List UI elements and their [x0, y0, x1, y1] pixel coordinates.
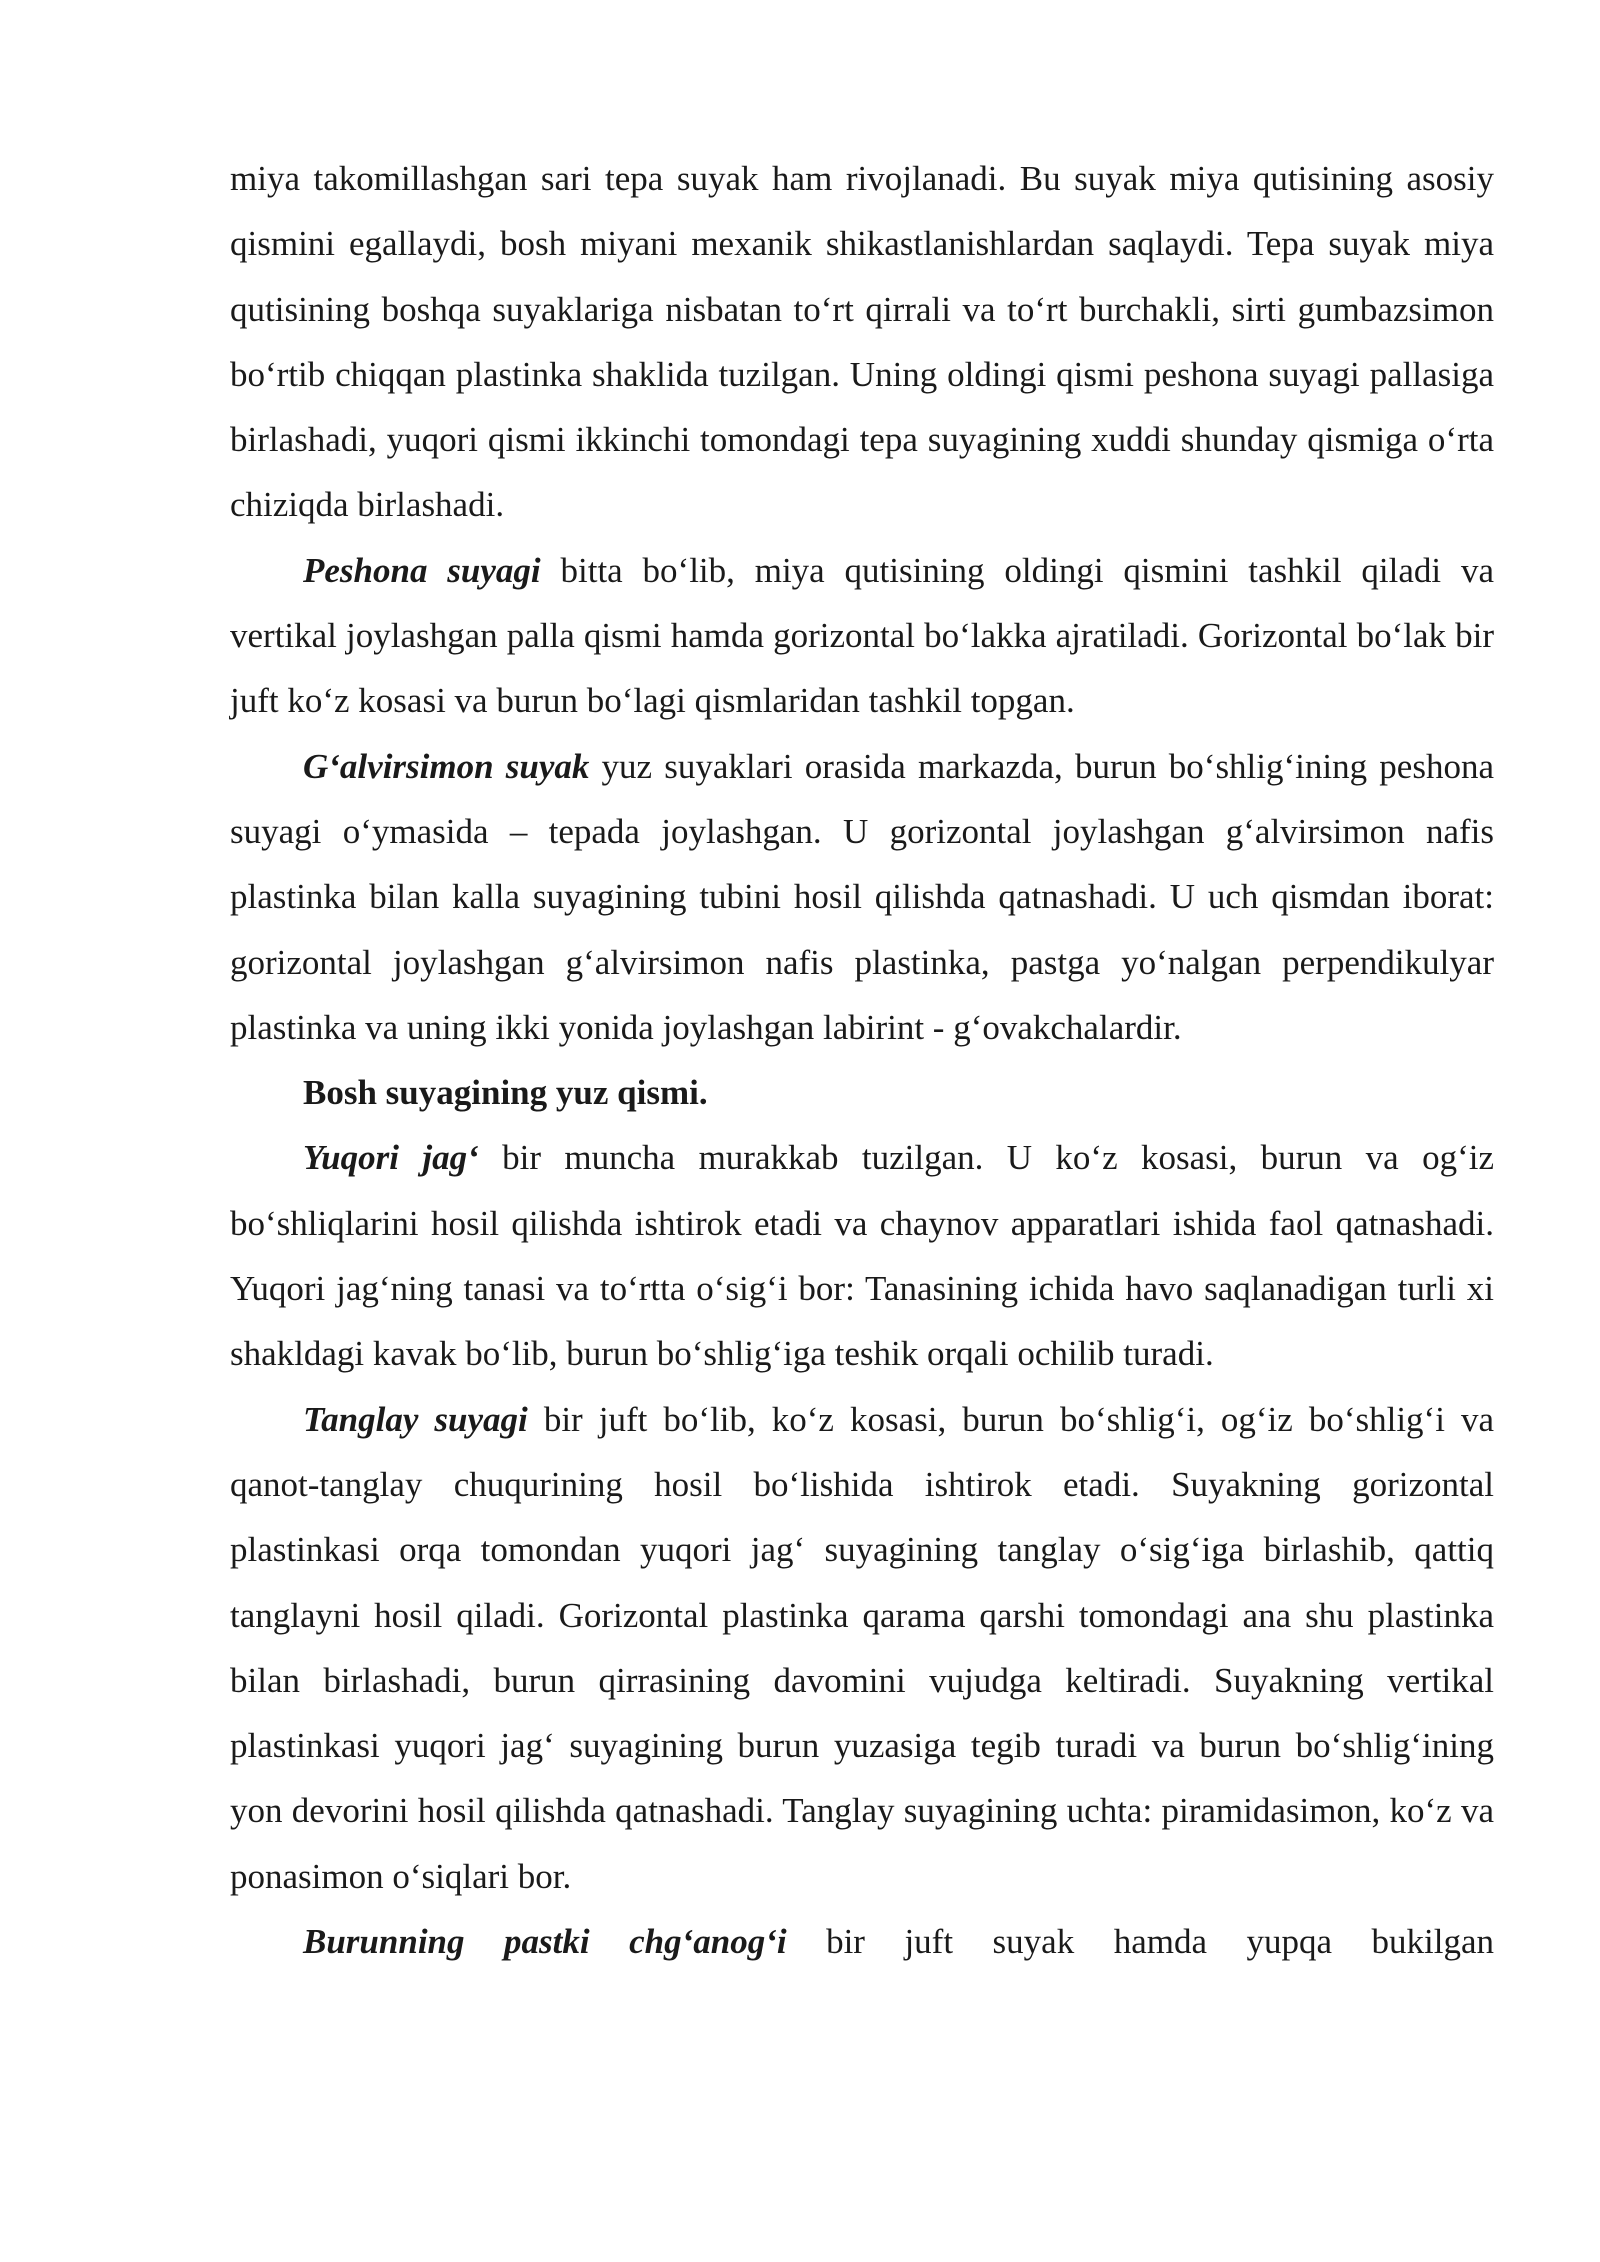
paragraph-text: bir muncha murakkab tuzilgan. U ko‘z kosasi, burun va og‘iz bo‘shliqlarini hosil qilishda ishtirok etadi va chaynov apparatlari ishida faol qatnashadi. Yuqori jag‘ning tanasi va to‘rtta o‘sig‘i bor: Tanasining ichida havo saqlanadigan turli xi shakldagi kavak bo‘lib, burun bo‘shlig‘iga teshik orqali ochilib turadi. [230, 1138, 1495, 1374]
heading-bosh-suyagining-yuz-qismi: Bosh suyagining yuz qismi. [303, 1073, 708, 1113]
paragraph-peshona-suyagi [230, 538, 1494, 734]
term-galvirsimon-suyak: G‘alvirsimon suyak [303, 746, 590, 786]
document-body [230, 146, 1494, 1974]
paragraph-text: miya takomillashgan sari tepa suyak ham rivojlanadi. Bu suyak miya qutisining asosiy qismini egallaydi, bosh miyani mexanik shikastlanishlardan saqlaydi. Tepa suyak miya qutisining boshqa suyaklariga nisbatan to‘rt qirrali va to‘rt burchakli, sirti gumbazsimon bo‘rtib chiqqan plastinka shaklida tuzilgan. Uning oldingi qismi peshona suyagi pallasiga birlashadi, yuqori qismi ikkinchi tomondagi tepa suyagining xuddi shunday qismiga o‘rta chiziqda birlashadi. [230, 159, 1494, 525]
paragraph-text: bir juft bo‘lib, ko‘z kosasi, burun bo‘shlig‘i, og‘iz bo‘shlig‘i va qanot-tanglay chuqurining hosil bo‘lishida ishtirok etadi. Suyakning gorizontal plastinkasi orqa tomondan yuqori jag‘ suyagining tanglay o‘sig‘iga birlashib, qattiq tanglayni hosil qiladi. Gorizontal plastinka qarama qarshi tomondagi ana shu plastinka bilan birlashadi, burun qirrasining davomini vujudga keltiradi. Suyakning vertikal plastinkasi yuqori jag‘ suyagining burun yuzasiga tegib turadi va burun bo‘shlig‘ining yon devorini hosil qilishda qatnashadi. Tanglay suyagining uchta: piramidasimon, ko‘z va ponasimon o‘siqlari bor. [230, 1399, 1494, 1896]
paragraph-tanglay-suyagi [230, 1387, 1494, 1909]
paragraph-text: bitta bo‘lib, miya qutisining oldingi qismini tashkil qiladi va vertikal joylashgan palla qismi hamda gorizontal bo‘lakka ajratiladi. Gorizontal bo‘lak bir juft ko‘z kosasi va burun bo‘lagi qismlaridan tashkil topgan. [230, 550, 1494, 721]
term-peshona-suyagi: Peshona suyagi [303, 550, 541, 590]
term-yuqori-jag: Yuqori jag‘ [303, 1138, 479, 1178]
paragraph-text: bir juft suyak hamda yupqa bukilgan [786, 1922, 1494, 1962]
paragraph-galvirsimon-suyak [230, 734, 1494, 1060]
paragraph-burunning-pastki-chganogi [230, 1909, 1494, 1974]
term-burunning-pastki-chganogi: Burunning pastki chg‘anog‘i [303, 1922, 787, 1962]
paragraph-yuqori-jag [230, 1125, 1494, 1386]
section-heading [230, 1060, 1494, 1125]
paragraph-tepa-suyak [230, 146, 1494, 538]
paragraph-text: yuz suyaklari orasida markazda, burun bo‘shlig‘ining peshona suyagi o‘ymasida – tepada joylashgan. U gorizontal joylashgan g‘alvirsimon nafis plastinka bilan kalla suyagining tubini hosil qilishda qatnashadi. U uch qismdan iborat: gorizontal joylashgan g‘alvirsimon nafis plastinka, pastga yo‘nalgan perpendikulyar plastinka va uning ikki yonida joylashgan labirint - g‘ovakchalardir. [230, 746, 1494, 1047]
term-tanglay-suyagi: Tanglay suyagi [303, 1399, 528, 1439]
